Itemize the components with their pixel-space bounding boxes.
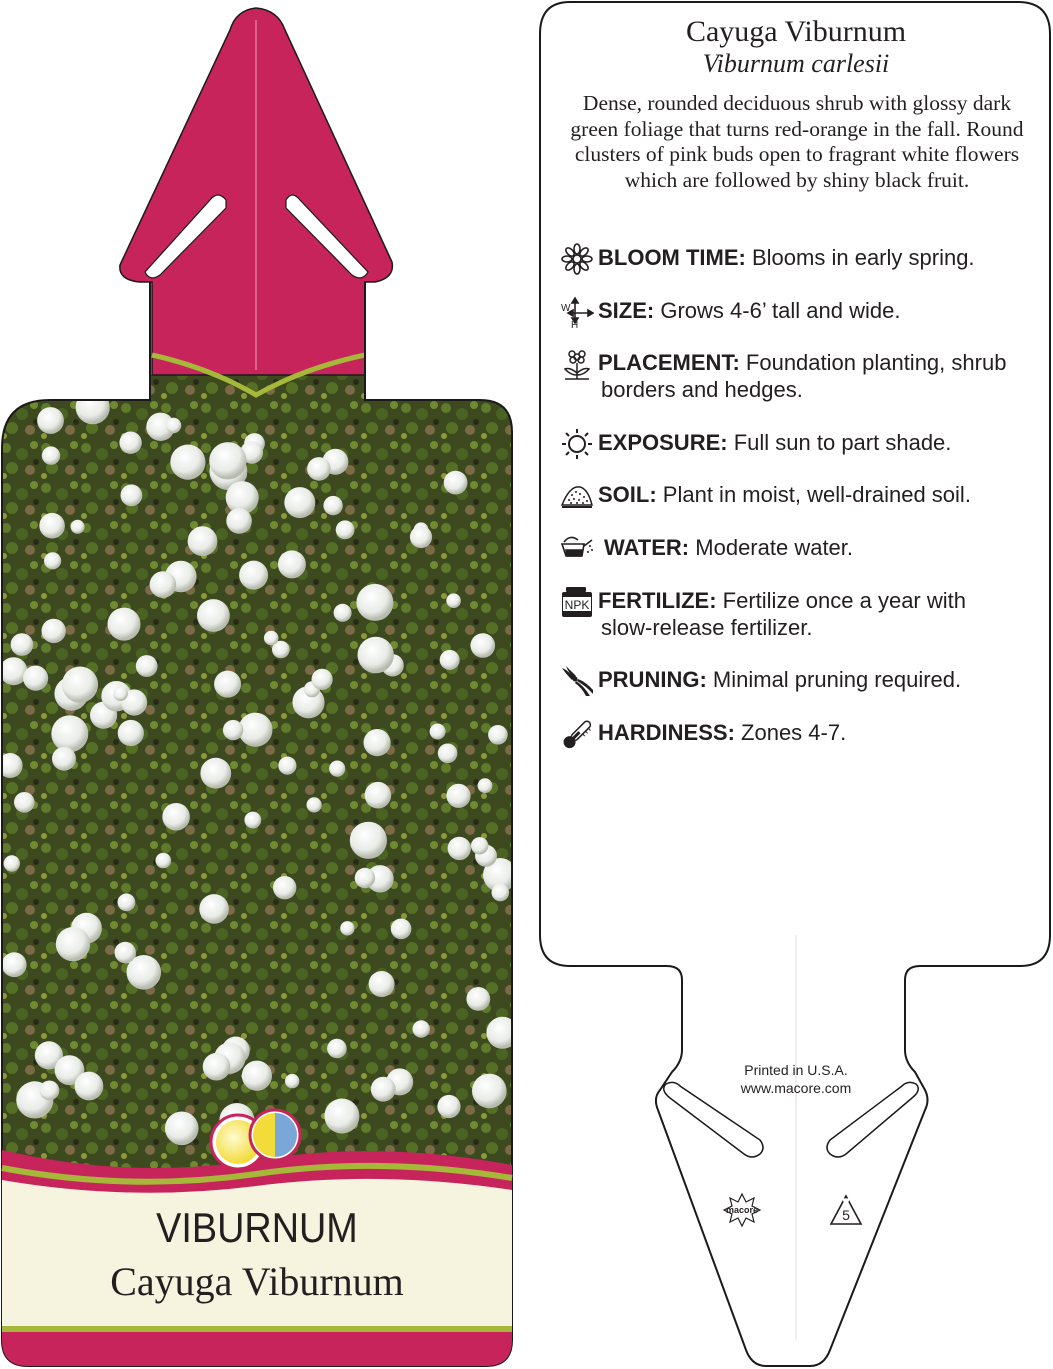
flower-cluster (340, 921, 354, 935)
flower-cluster (197, 599, 230, 632)
flower-cluster (156, 853, 172, 869)
flower-cluster (4, 855, 20, 871)
flower-cluster (430, 724, 446, 740)
thermometer-icon (560, 717, 594, 751)
flower-cluster (273, 876, 296, 899)
flower-cluster (365, 782, 392, 809)
svg-text:5: 5 (842, 1207, 850, 1223)
flower-cluster (437, 1095, 460, 1118)
attr-label: SOIL: (598, 482, 657, 507)
flower-cluster (350, 822, 387, 859)
flower-cluster (166, 418, 181, 433)
attr-text: Grows 4-6’ tall and wide. (660, 298, 901, 323)
sun-icon (560, 427, 594, 461)
flower-cluster (478, 778, 493, 793)
soil-mound-icon (560, 479, 594, 513)
flower-cluster (364, 729, 391, 756)
attr-text: Fertilize once a year with (722, 588, 966, 613)
flower-cluster (42, 619, 66, 643)
flower-cluster (334, 604, 352, 622)
attr-text: Zones 4-7. (741, 720, 847, 745)
flower-cluster (188, 526, 218, 556)
npk-fertilizer-icon (560, 585, 594, 619)
flower-cluster (209, 442, 246, 479)
flower-cluster (56, 927, 90, 961)
flower-cluster (200, 758, 231, 789)
flower-cluster (199, 894, 229, 924)
flower-cluster (239, 561, 268, 590)
attr-label: SIZE: (598, 298, 655, 323)
flower-cluster (284, 487, 315, 518)
flower-cluster (37, 407, 64, 434)
attr-label: HARDINESS: (598, 720, 735, 745)
attr-label: PRUNING: (598, 667, 707, 692)
flower-cluster (410, 526, 432, 548)
flower-cluster (162, 803, 190, 831)
flower-cluster (11, 633, 34, 656)
flower-cluster (446, 784, 470, 808)
attr-text: Moderate water. (695, 535, 854, 560)
part-shade-icon (250, 1110, 300, 1160)
front-tag (0, 0, 520, 1369)
flower-cluster (42, 446, 60, 464)
flower-cluster (471, 837, 488, 854)
flower-cluster (71, 520, 85, 534)
flower-cluster (39, 513, 65, 539)
attr-label: WATER: (604, 535, 690, 560)
svg-text:W: W (561, 303, 571, 314)
flower-cluster (472, 1074, 507, 1109)
size-arrows-icon (560, 295, 594, 329)
flower-cluster (371, 1077, 396, 1102)
flower-cluster (356, 584, 393, 621)
flower-cluster (285, 1074, 299, 1088)
flower-cluster (471, 633, 496, 658)
flower-cluster (369, 971, 395, 997)
flower-cluster (165, 1112, 199, 1146)
flower-cluster (358, 637, 394, 673)
flower-cluster (244, 812, 261, 829)
flower-cluster (438, 744, 458, 764)
flower-cluster (492, 884, 510, 902)
flower-cluster (118, 720, 144, 746)
attr-label: FERTILIZE: (598, 588, 717, 613)
attr-continuation: borders and hedges. (601, 377, 803, 402)
back-title: Cayuga Viburnum (685, 15, 907, 48)
flower-cluster (323, 496, 342, 515)
attr-label: EXPOSURE: (598, 430, 728, 455)
flower-cluster (329, 761, 345, 777)
flower-cluster (264, 631, 279, 646)
front-genus-name: VIBURNUM (156, 1204, 358, 1251)
attr-label: BLOOM TIME: (598, 245, 746, 270)
flower-cluster (75, 1072, 104, 1101)
flower-cluster (113, 686, 128, 701)
flower-cluster (51, 715, 88, 752)
website-text: www.macore.com (740, 1080, 852, 1096)
attr-text: Blooms in early spring. (752, 245, 975, 270)
flower-cluster (44, 552, 61, 569)
back-latin-name: Viburnum carlesii (702, 49, 890, 78)
flower-cluster (136, 655, 158, 677)
flower-cluster (170, 445, 205, 480)
flower-cluster (413, 1020, 430, 1037)
flower-cluster (307, 797, 322, 812)
attr-text: Full sun to part shade. (733, 430, 952, 455)
flower-cluster (150, 571, 177, 598)
flower-cluster (203, 1053, 231, 1081)
flower-cluster (278, 757, 296, 775)
attr-text: Minimal pruning required. (712, 667, 962, 692)
flower-cluster (242, 1061, 272, 1091)
flower-cluster (391, 919, 412, 940)
flower-cluster (108, 608, 141, 641)
flower-cluster (223, 720, 243, 740)
svg-text:H: H (571, 320, 579, 329)
back-description: Dense, rounded deciduous shrub with glossy dark green foliage that turns red-orange in the fall. Round clusters of pink buds open to fragrant white flowers which are followed by shiny black fruit. (570, 91, 1024, 192)
flower-cluster (486, 1017, 518, 1049)
attr-text: Plant in moist, well-drained soil. (662, 482, 971, 507)
plants-icon (560, 347, 594, 381)
flower-cluster (488, 725, 508, 745)
flower-cluster (115, 942, 136, 963)
flower-cluster (446, 593, 461, 608)
svg-text:macore: macore (725, 1205, 759, 1215)
flower-cluster (118, 893, 136, 911)
printed-info (690, 1061, 902, 1097)
pruners-icon (560, 664, 594, 698)
printed-in-text: Printed in U.S.A. (744, 1062, 848, 1078)
flower-cluster (307, 457, 331, 481)
flower-cluster (336, 520, 355, 539)
flower-cluster (278, 550, 306, 578)
flower-cluster (238, 713, 272, 747)
flower-cluster (76, 390, 110, 424)
flower-cluster (214, 671, 241, 698)
shrub-photo (0, 370, 520, 1190)
flower-cluster (14, 792, 35, 813)
flower-cluster (40, 1081, 60, 1101)
flower-cluster (440, 650, 460, 670)
flower-cluster (444, 471, 468, 495)
attr-label: PLACEMENT: (598, 350, 740, 375)
flower-cluster (119, 432, 141, 454)
flower-cluster (448, 837, 471, 860)
attr-continuation: slow-release fertilizer. (601, 615, 813, 640)
svg-text:NPK: NPK (564, 598, 590, 612)
flower-cluster (327, 1039, 347, 1059)
flower-cluster (52, 747, 76, 771)
front-common-name: Cayuga Viburnum (110, 1259, 404, 1304)
front-tag-art (0, 0, 520, 1369)
flower-cluster (226, 508, 252, 534)
flower-icon (560, 242, 594, 276)
watering-can-icon (560, 532, 594, 566)
flower-cluster (355, 868, 375, 888)
flower-cluster (62, 667, 98, 703)
flower-cluster (120, 484, 142, 506)
attr-text: Foundation planting, shrub (745, 350, 1007, 375)
flower-cluster (324, 1099, 359, 1134)
flower-cluster (312, 669, 333, 690)
flower-cluster (2, 952, 27, 977)
flower-cluster (466, 987, 490, 1011)
flower-cluster (23, 666, 48, 691)
